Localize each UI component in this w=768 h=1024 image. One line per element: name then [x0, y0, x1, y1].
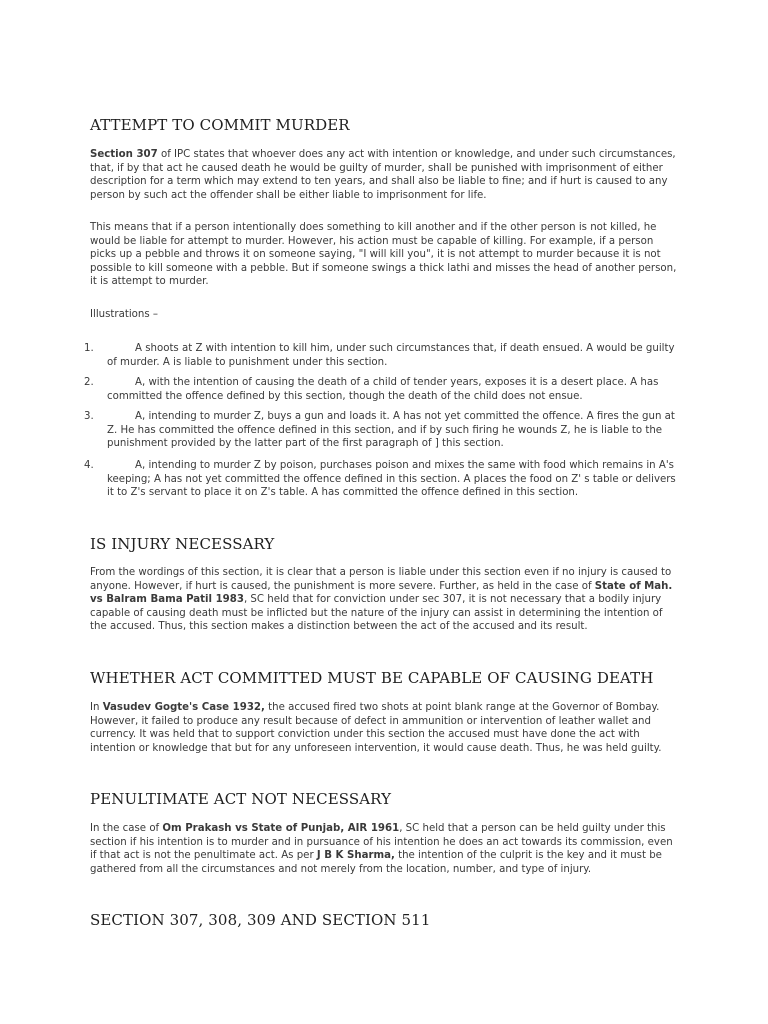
- illustration-number: 4.: [84, 460, 94, 471]
- illustration-number: 2.: [84, 377, 94, 388]
- illustration-item: A, intending to murder Z by poison, purchases poison and mixes the same with food which remains in A's keeping; A has not yet committed the offence defined in this section. A places the food on Z' s table or delivers it to Z's servant to place it on Z's table. A has committed the offence defined in this section.: [107, 460, 676, 499]
- paragraph-injury-text-a: From the wordings of this section, it is clear that a person is liable under this section even if no injury is caused to anyone. However, if hurt is caused, the punishment is more severe. Further, as held in the case of: [90, 567, 672, 592]
- paragraph-injury-text-b: , SC held that for conviction under sec 307, it is not necessary that a bodily injury capable of causing death must be inflicted but the nature of the injury can assist in determining the intention of the accused. Thus, this section makes a distinction between the act of the accused and its result.: [90, 594, 663, 633]
- paragraph-om-prakash-text-a: In the case of: [90, 823, 163, 834]
- case-name-om-prakash: Om Prakash vs State of Punjab, AIR 1961: [162, 823, 400, 834]
- paragraph-om-prakash-text-b: , SC held that a person can be held guilty under this section if his intention is to murder and in pursuance of his intention he does an act towards its commission, even if that act is not the penultimate act. As per: [90, 823, 673, 862]
- paragraph-injury: [90, 566, 680, 634]
- paragraph-om-prakash: [90, 822, 680, 876]
- illustration-item: A, intending to murder Z, buys a gun and loads it. A has not yet committed the offence. A fires the gun at Z. He has committed the offence defined in this section, and if by such firing he wounds Z, he is liable to the punishment provided by the latter part of the first paragraph of ] this section.: [107, 411, 675, 450]
- paragraph-section-307: [90, 148, 680, 202]
- bold-section-307: Section 307: [90, 149, 158, 160]
- case-name-gogte: Vasudev Gogte's Case 1932,: [102, 702, 265, 713]
- heading-penultimate-act: PENULTIMATE ACT NOT NECESSARY: [90, 790, 392, 808]
- illustration-number: 1.: [84, 343, 94, 354]
- author-name-sharma: J B K Sharma,: [316, 850, 395, 862]
- paragraph-section-307-text: of IPC states that whoever does any act with intention or knowledge, and under such circumstances, that, if by that act he caused death he would be guilty of murder, shall be punished with imprisonment of either description for a term which may extend to ten years, and shall also be liable to fine; and if hurt is caused to any person by such act the offender shall be either liable to imprisonment for life.: [90, 149, 676, 201]
- paragraph-gogte-text-a: In: [90, 702, 103, 713]
- illustration-number: 3.: [84, 411, 94, 422]
- illustrations-label: Illustrations –: [90, 309, 159, 320]
- paragraph-om-prakash-text-c: the intention of the culprit is the key and it must be gathered from all the circumstances and not merely from the location, number, and type of injury.: [90, 850, 662, 875]
- paragraph-gogte: [90, 701, 680, 755]
- case-name-balram: State of Mah. vs Balram Bama Patil 1983: [90, 580, 673, 606]
- illustration-item: A, with the intention of causing the death of a child of tender years, exposes it is a desert place. A has committed the offence defined by this section, though the death of the child does not ensue.: [107, 377, 659, 402]
- heading-is-injury-necessary: IS INJURY NECESSARY: [90, 535, 275, 553]
- heading-capable-of-causing-death: WHETHER ACT COMMITTED MUST BE CAPABLE OF CAUSING DEATH: [90, 669, 654, 687]
- paragraph-gogte-text-b: the accused fired two shots at point blank range at the Governor of Bombay. However, it failed to produce any result because of defect in ammunition or intervention of leather wallet and currency. It was held that to support conviction under this section the accused must have done the act with intention or knowledge that but for any unforeseen intervention, it would cause death. Thus, he was held guilty.: [90, 702, 662, 754]
- paragraph-meaning: This means that if a person intentionally does something to kill another and if the other person is not killed, he would be liable for attempt to murder. However, his action must be capable of killing. For example, if a person picks up a pebble and throws it on someone saying, "I will kill you", it is not attempt to murder because it is not possible to kill someone with a pebble. But if someone swings a thick lathi and misses the head of another person, it is attempt to murder.: [90, 222, 677, 288]
- heading-section-307-308-309-511: SECTION 307, 308, 309 AND SECTION 511: [90, 911, 431, 929]
- illustration-item: A shoots at Z with intention to kill him, under such circumstances that, if death ensued. A would be guilty of murder. A is liable to punishment under this section.: [107, 343, 675, 368]
- heading-attempt-to-commit-murder: ATTEMPT TO COMMIT MURDER: [90, 116, 350, 134]
